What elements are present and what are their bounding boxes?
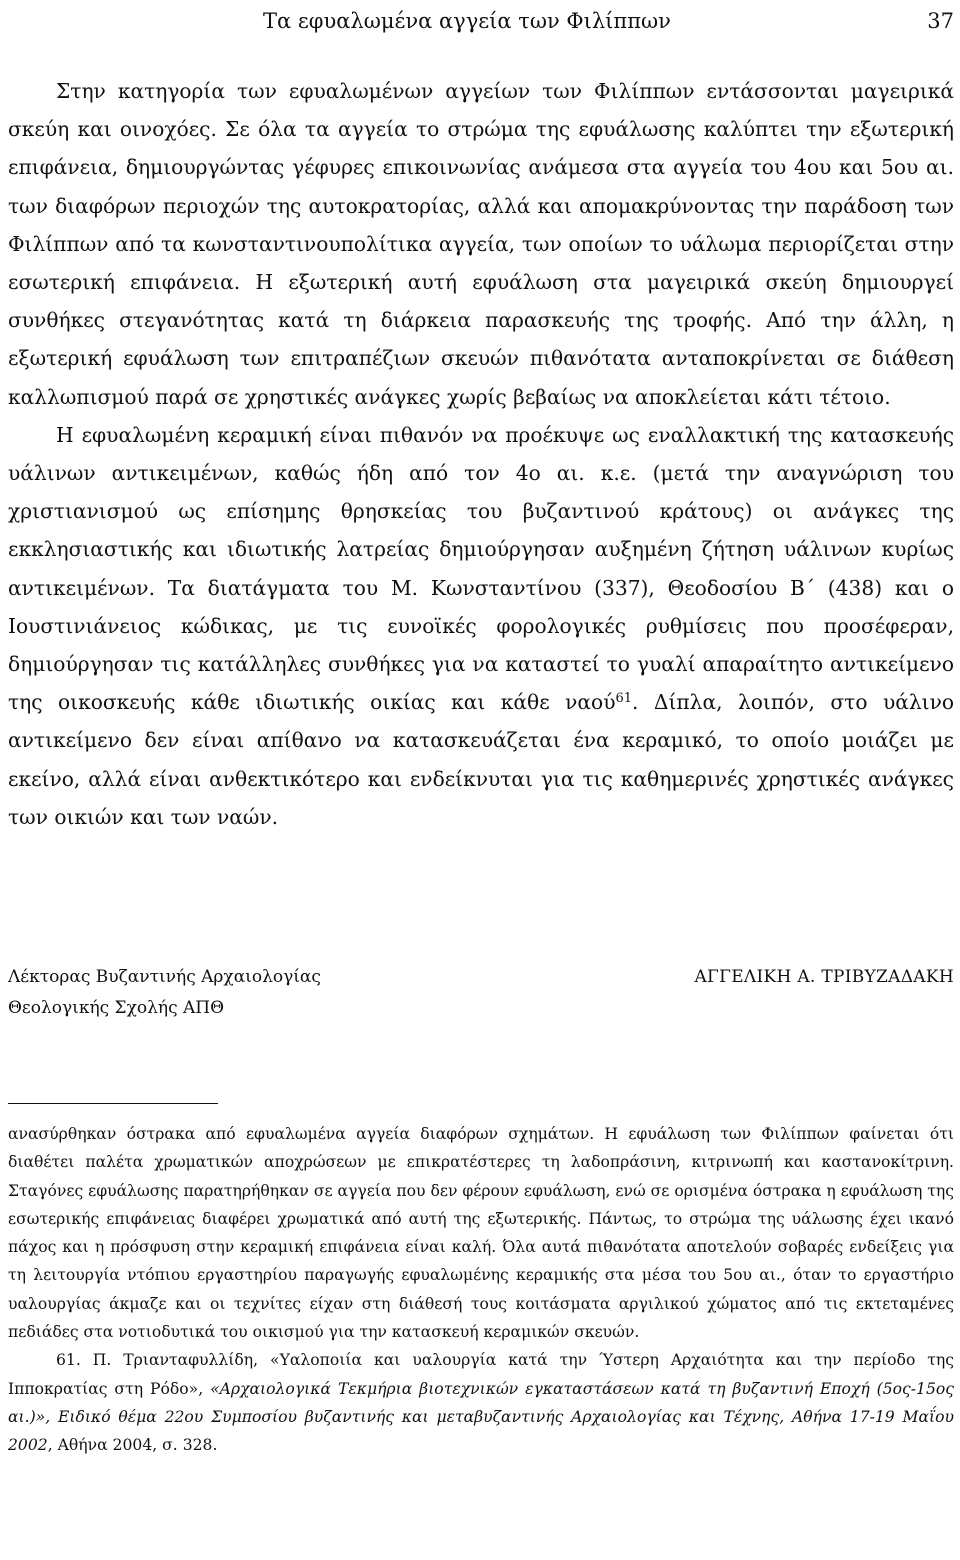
footnote-volume-title: «Αρχαιολογικά Τεκμήρια βιοτεχνικών εγκαταστάσεων κατά τη βυζαντινή Εποχή (5ος-15ος αι.)», Ειδικό θέμα 22ου Συμποσίου βυζαντινής και μεταβυζαντινής Αρχαιολογίας και Τέχνης, Αθήνα 17-19 Μαΐου 2002 bbox=[8, 1379, 954, 1455]
author-affiliation bbox=[8, 962, 321, 1024]
document-page bbox=[8, 0, 954, 1560]
running-title: Τα εφυαλωμένα αγγεία των Φιλίππων bbox=[263, 9, 671, 33]
affiliation-line: Θεολογικής Σχολής ΑΠΘ bbox=[8, 998, 225, 1018]
paragraph-text: Στην κατηγορία των εφυαλωμένων αγγείων των Φιλίππων εντάσσονται μαγειρικά σκεύη και οινοχόες. Σε όλα τα αγγεία το στρώμα της εφυάλωσης καλύπτει την εξωτερική επιφάνεια, δημιουργώντας γέφυρες επικοινωνίας ανάμεσα στα αγγεία του 4ου και 5ου αι. των διαφόρων περιοχών της αυτοκρατορίας, αλλά και απομακρύνοντας την παράδοση των Φιλίππων από τα κωνσταντινουπολίτικα αγγεία, των οποίων το υάλωμα περιορίζεται στην εσωτερική επιφάνεια. Η εξωτερική αυτή εφυάλωση στα μαγειρικά σκεύη δημιουργεί συνθήκες στεγανότητας κατά τη διάρκεια παρασκευής της τροφής. Από την άλλη, η εξωτερική εφυάλωση των επιτραπέζιων σκευών πιθανότατα ανταποκρίνεται σε διάθεση καλλωπισμού παρά σε χρηστικές ανάγκες χωρίς βεβαίως να αποκλείεται κάτι τέτοιο. bbox=[8, 79, 954, 409]
footnote-61 bbox=[8, 1346, 954, 1459]
footnote-separator bbox=[8, 1103, 218, 1104]
footnote-continuation: ανασύρθηκαν όστρακα από εφυαλωμένα αγγεία διαφόρων σχημάτων. Η εφυάλωση των Φιλίππων φαίνεται ότι διαθέτει παλέτα χρωματικών αποχρώσεων με επικρατέστερες τη λαδοπράσινη, κιτρινωπή και καστανοκίτρινη. Σταγόνες εφυάλωσης παρατηρήθηκαν σε αγγεία που δεν φέρουν εφυάλωση, ενώ σε ορισμένα όστρακα η εφυάλωση της εσωτερικής επιφάνειας διαφέρει χρωματικά από αυτή της εξωτερικής. Πάντως, το στρώμα της υάλωσης έχει ικανό πάχος και η πρόσφυση στην κεραμική επιφάνεια είναι καλή. Όλα αυτά πιθανότατα αποτελούν σοβαρές ενδείξεις για τη λειτουργία ντόπιου εργαστηρίου παραγωγής εφυαλωμένης κεραμικής στα μέσα του 5ου αι., όταν το εργαστήριο υαλουργίας άκμαζε και οι τεχνίτες είχαν στη διάθεσή τους κοιτάσματα αργιλικού χώματος από τις εκτεταμένες πεδιάδες στα νοτιοδυτικά του οικισμού για την κατασκευή κεραμικών σκευών. bbox=[8, 1125, 954, 1342]
paragraph-text: Η εφυαλωμένη κεραμική είναι πιθανόν να προέκυψε ως εναλλακτική της κατασκευής υάλινων αντικειμένων, καθώς ήδη από τον 4ο αι. κ.ε. (μετά την αναγνώριση του χριστιανισμού ως επίσημης θρησκείας του βυζαντινού κράτους) οι ανάγκες της εκκλησιαστικής και ιδιωτικής λατρείας δημιούργησαν αυξημένη ζήτηση υάλινων κυρίως αντικειμένων. Τα διατάγματα του Μ. Κωνσταντίνου (337), Θεοδοσίου Β΄ (438) και ο Ιουστινιάνειος κώδικας, με τις ευνοϊκές φορολογικές ρυθμίσεις που προσέφεραν, δημιούργησαν τις κατάλληλες συνθήκες για να καταστεί το γυαλί απαραίτητο αντικείμενο της οικοσκευής κάθε ιδιωτικής οικίας και κάθε ναού bbox=[8, 422, 954, 715]
paragraph bbox=[8, 416, 954, 836]
footnote-number: 61. bbox=[56, 1351, 81, 1370]
footnote-article-title: «Υαλοποιία και υαλουργία κατά την Ύστερη Αρχαιότητα και την περίοδο της Ιπποκρατίας στη Ρόδο», bbox=[8, 1351, 954, 1398]
running-head bbox=[8, 6, 954, 36]
paragraph-text: . Δίπλα, λοιπόν, στο υάλινο αντικείμενο δεν είναι απίθανο να κατασκευάζεται ένα κεραμικό, το οποίο μοιάζει με εκείνο, αλλά είναι ανθεκτικότερο και ενδείκνυται για τις καθημερινές χρηστικές ανάγκες των οικιών και των ναών. bbox=[8, 690, 954, 829]
paragraph bbox=[8, 72, 954, 416]
footnote-reference[interactable]: 61 bbox=[615, 691, 633, 707]
footnote-publication: , Αθήνα 2004, σ. 328. bbox=[47, 1436, 218, 1455]
author-name: ΑΓΓΕΛΙΚΗ Α. ΤΡΙΒΥΖΑΔΑΚΗ bbox=[694, 967, 954, 987]
page-number: 37 bbox=[927, 9, 954, 33]
footnote-author: Π. Τριανταφυλλίδη, bbox=[80, 1351, 271, 1370]
body-text bbox=[8, 72, 954, 836]
affiliation-line: Λέκτορας Βυζαντινής Αρχαιολογίας bbox=[8, 967, 321, 987]
footnotes bbox=[8, 1120, 954, 1460]
